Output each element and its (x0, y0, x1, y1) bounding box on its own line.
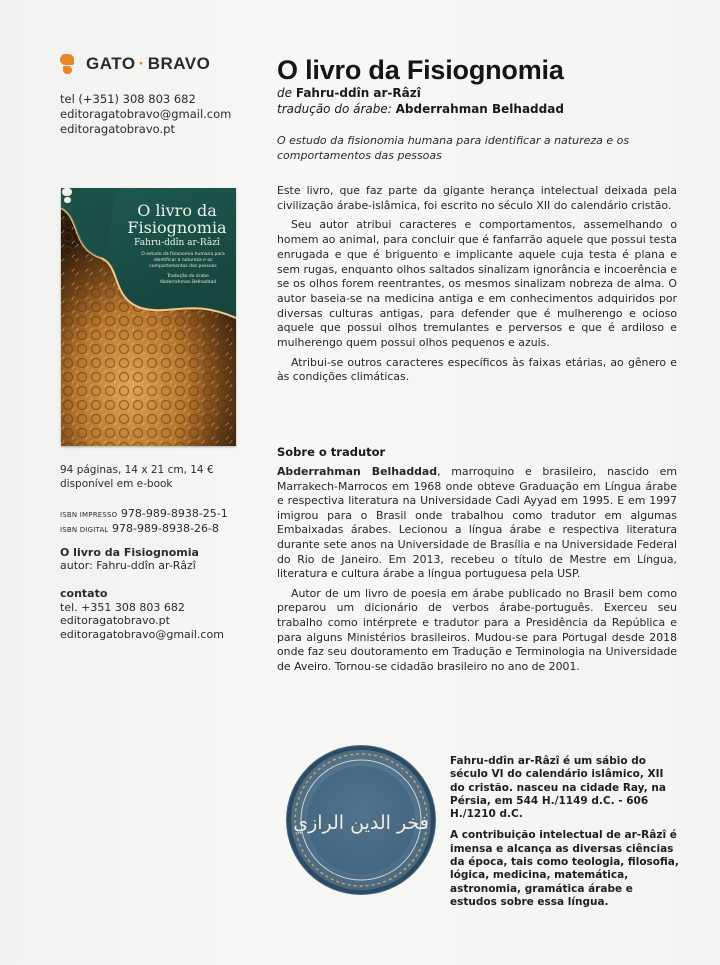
contact-email-link[interactable]: editoragatobravo@gmail.com (60, 627, 224, 641)
cover-translation: Tradução do árabe Abderrahman Belhaddad (159, 274, 217, 285)
translator-bio: Abderrahman Belhaddad, marroquino e brasileiro, nascido em Marrakech-Marrocos em 1968 onde obteve Graduação em Língua árabe e respectiva literatura na Universidade Cadi Ayyad em 1995. E em 1997 imigrou para o Brasil onde trabalhou como tradutor em algumas Embaixadas árabes. Lecionou a língua árabe e respectiva literatura durante sete anos na Universidade de Brasília e na Universidade Federal do Rio de Janeiro. Em 2013, recebeu o título de Mestre em Língua, literatura e cultura árabe a língua portuguesa pela USP. Autor de um livro de poesia em árabe publicado no Brasil bem como preparou um dicionário de verbos árabe-português. Exerceu seu trabalho como intérprete e tradutor para a Presidência da República e para alguns Ministérios brasileiros. Mudou-se para Portugal desde 2018 onde faz seu doutoramento em Tradução e Terminologia na Universidade de Aveiro. Tornou-se cidadão brasileiro no ano de 2001. (277, 465, 677, 673)
website-link[interactable]: editoragatobravo.pt (60, 122, 175, 136)
book-cover (61, 188, 236, 446)
razi-bio: Fahru-ddîn ar-Râzî é um sábio do século VI do calendário islâmico, XII do cristão. nasceu na cidade Ray, na Pérsia, em 544 H./1149 d.C. - 606 H./1210 d.C. A contribuição intelectual de ar-Râzî é imensa e alcança as diversas ciências da época, tais como teologia, filosofia, lógica, medicina, matemática, astronomia, gramática árabe e estudos sobre essa língua. (450, 755, 679, 908)
left-column (60, 50, 255, 137)
contact-phone: tel. +351 308 803 682 (60, 600, 185, 614)
email-link[interactable]: editoragatobravo@gmail.com (60, 107, 232, 121)
phone-text: tel (+351) 308 803 682 (60, 92, 196, 106)
publisher-logo[interactable] (60, 50, 255, 78)
page-title: O livro da Fisiognomia (277, 55, 564, 85)
calligraphy-medallion-icon (286, 745, 436, 895)
contact-top (60, 92, 255, 137)
cover-title: O livro da Fisiognomia (127, 201, 227, 237)
byline: de Fahru-ddîn ar-Râzî tradução do árabe: Abderrahman Belhaddad (277, 86, 564, 116)
book-description: Este livro, que faz parte da gigante herança intelectual deixada pela civilização árabe-islâmica, foi escrito no século XII do calendário cristão. Seu autor atribui caracteres e comportamentos, assemelhando o homem ao animal, para concluir que é fanfarrão aquele que possui testa enrugada e que é briguento e implicante aquele cuja testa é plana e sem rugas, enquanto olhos saltados sinalizam ignorância e incoerência e se os olhos forem reentrantes, os mesmos sinalizam nobreza de alma. O autor baseia-se na medicina antiga e em conhecimentos adquiridos por diversas culturas antigas, para defender que é mulherengo e ocioso aquele que possui olhos tremulantes e perversos e que é ardiloso e mulherengo quem possui olhos pequenos e azuis. Atribui-se outros caracteres específicos às faixas etárias, ao gênero e às condições climáticas. (277, 184, 677, 384)
cat-logo-icon (60, 54, 76, 74)
contact-site-link[interactable]: editoragatobravo.pt (60, 614, 170, 627)
translator-heading: Sobre o tradutor (277, 445, 386, 459)
svg-text:فخر الدين الرازي: فخر الدين الرازي (293, 812, 429, 834)
tagline: O estudo da fisionomia humana para identificar a natureza e os comportamentos das pessoas (277, 134, 630, 162)
book-short-info: O livro da Fisiognomia autor: Fahru-ddîn ar-Râzî (60, 546, 199, 572)
isbn-block: ISBN IMPRESSO 978-989-8938-25-1 ISBN DIGITAL 978-989-8938-26-8 (60, 507, 228, 535)
publisher-name: GATO · BRAVO (86, 54, 211, 73)
razi-medallion (286, 745, 436, 895)
cover-author: Fahru-ddîn ar-Râzî (134, 238, 220, 248)
book-meta: 94 páginas, 14 x 21 cm, 14 € disponível em e-book (60, 464, 214, 490)
contact-block: contato tel. +351 308 803 682 editoragatobravo.pt editoragatobravo@gmail.com (60, 587, 260, 641)
cover-subtitle: O estudo da fisionomia humana para identificar a natureza e os comportamentos das pessoas (141, 252, 225, 269)
cover-logo-icon (61, 188, 73, 204)
